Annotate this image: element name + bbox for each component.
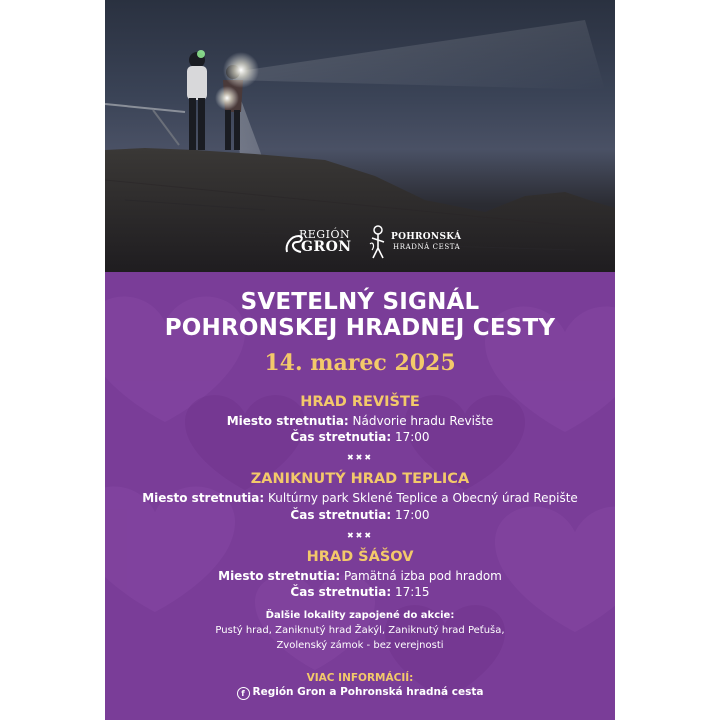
- meeting-time-value: 17:00: [391, 508, 430, 522]
- meeting-place-value: Pamätná izba pod hradom: [340, 569, 502, 583]
- separator-marks: ✖✖✖: [346, 531, 374, 540]
- pohronska-label-line1: POHRONSKÁ: [391, 232, 462, 242]
- location-name: HRAD REVIŠTE: [300, 394, 420, 410]
- separator-marks: ✖✖✖: [346, 453, 374, 462]
- event-title-line2: POHRONSKEJ HRADNEJ CESTY: [164, 315, 556, 341]
- meeting-place-label: Miesto stretnutia:: [218, 569, 341, 583]
- meeting-place-value: Kultúrny park Sklené Teplice a Obecný úrad Repište: [264, 491, 578, 505]
- event-details: [105, 272, 615, 720]
- other-locations-heading: Ďalšie lokality zapojené do akcie:: [265, 610, 455, 621]
- region-gron-logo: [283, 222, 365, 262]
- knight-icon: [367, 224, 389, 260]
- other-locations-line1: Pustý hrad, Zaniknutý hrad Žakýl, Zaniknutý hrad Peťuša,: [215, 625, 505, 636]
- location-name: HRAD ŠÁŠOV: [306, 549, 414, 565]
- more-info-line: [105, 686, 615, 700]
- meeting-time-label: Čas stretnutia:: [290, 430, 392, 444]
- other-locations-line2: Zvolenský zámok - bez verejnosti: [276, 640, 444, 651]
- facebook-icon: f: [237, 687, 250, 700]
- pohronska-hradna-cesta-logo: [367, 222, 487, 262]
- meeting-place-line: [105, 491, 615, 505]
- meeting-place-line: [105, 414, 615, 428]
- meeting-time-value: 17:00: [391, 430, 430, 444]
- event-title-line1: SVETELNÝ SIGNÁL: [240, 289, 480, 315]
- meeting-time-value: 17:15: [391, 585, 430, 599]
- more-info-text: Región Gron a Pohronská hradná cesta: [252, 686, 484, 698]
- pohronska-label-line2: HRADNÁ CESTA: [393, 243, 461, 251]
- region-gron-label-line2: GRON: [301, 239, 352, 255]
- meeting-place-label: Miesto stretnutia:: [142, 491, 265, 505]
- region-gron-label-line1: REGIÓN: [299, 228, 351, 241]
- night-photo: [105, 0, 615, 272]
- event-poster: [105, 0, 615, 720]
- meeting-place-line: [105, 569, 615, 583]
- meeting-place-value: Nádvorie hradu Revište: [348, 414, 494, 428]
- meeting-time-line: [105, 430, 615, 444]
- location-name: ZANIKNUTÝ HRAD TEPLICA: [250, 471, 470, 487]
- meeting-time-label: Čas stretnutia:: [290, 585, 392, 599]
- meeting-time-line: [105, 585, 615, 599]
- more-info-label: VIAC INFORMÁCIÍ:: [306, 672, 414, 684]
- meeting-place-label: Miesto stretnutia:: [226, 414, 349, 428]
- partner-logos: [283, 222, 483, 266]
- event-date: 14. marec 2025: [264, 350, 456, 376]
- meeting-time-line: [105, 508, 615, 522]
- meeting-time-label: Čas stretnutia:: [290, 508, 392, 522]
